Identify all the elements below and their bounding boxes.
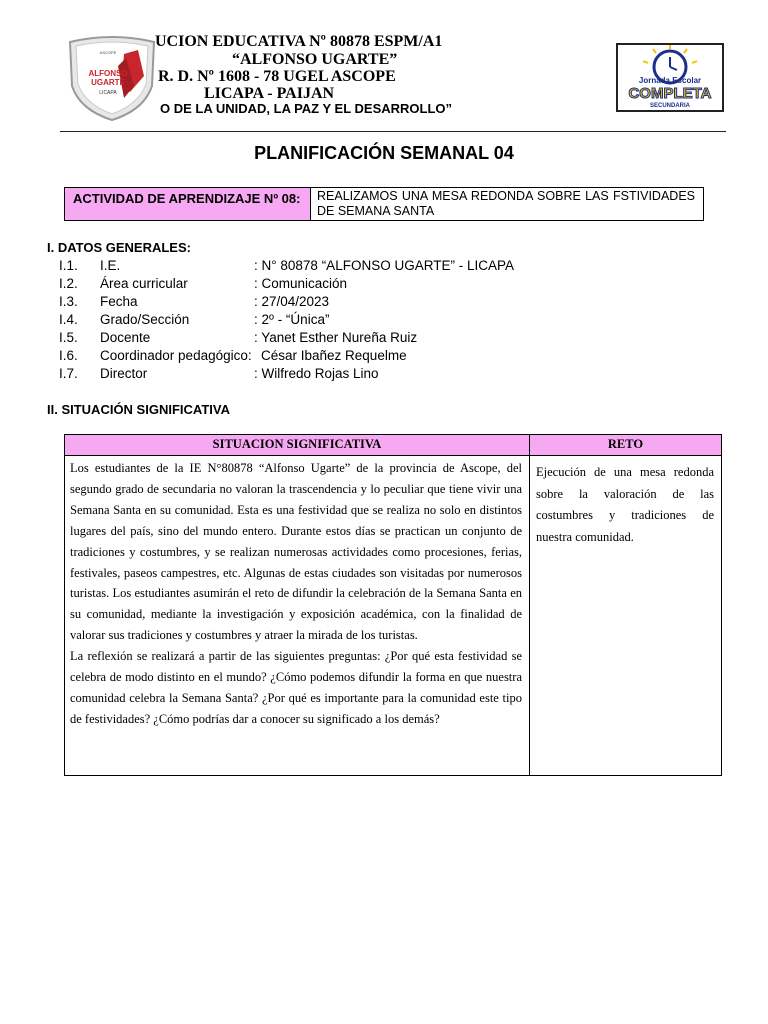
datos-row-label: I.E. [100, 258, 121, 273]
svg-text:SECUNDARIA: SECUNDARIA [649, 103, 691, 109]
svg-text:UGARTE: UGARTE [91, 78, 125, 87]
page-title: PLANIFICACIÓN SEMANAL 04 [254, 143, 514, 163]
header-divider [60, 131, 726, 132]
datos-row-value: César Ibañez Requelme [261, 348, 407, 363]
header-location: LICAPA - PAIJAN [204, 85, 335, 102]
table-header-situacion: SITUACION SIGNIFICATIVA [65, 435, 529, 455]
reto-cell: Ejecución de una mesa redonda sobre la valoración de las costumbres y tradiciones de nuestra comunidad. [536, 465, 714, 544]
datos-row-label: Área curricular [100, 276, 188, 291]
activity-value: REALIZAMOS UNA MESA REDONDA SOBRE LAS FSTIVIDADES DE SEMANA SANTA [317, 189, 695, 218]
header-institution: UCION EDUCATIVA Nº 80878 ESPM/A1 [155, 33, 443, 50]
datos-row-label: Fecha [100, 294, 138, 309]
table-header-reto: RETO [530, 435, 721, 455]
svg-text:LICAPA: LICAPA [99, 90, 117, 96]
datos-row-label: Director [100, 366, 148, 381]
jornada-escolar-logo [616, 43, 724, 112]
svg-text:ALFONSO: ALFONSO [88, 69, 128, 78]
reflexion-paragraph: La reflexión se realizará a partir de las siguientes preguntas: ¿Por qué esta festividad se celebra de modo distinto en el mundo? ¿Cómo podemos difundir la forma en que nuestra comunidad celebra la Semana Santa? ¿Por qué es importante para la comunidad este tipo de festividades? ¿Cómo podrías dar a conocer su significado a los demás? [70, 649, 522, 726]
datos-row-value: : 2º - “Única” [254, 312, 330, 327]
header-resolution: R. D. Nº 1608 - 78 UGEL ASCOPE [158, 68, 396, 85]
table-header-divider [64, 455, 722, 456]
datos-row-number: I.7. [59, 366, 78, 381]
datos-row-label: Coordinador pedagógico: [100, 348, 252, 363]
datos-row-number: I.5. [59, 330, 78, 345]
header-school-name: “ALFONSO UGARTE” [232, 51, 398, 68]
datos-row-value: : N° 80878 “ALFONSO UGARTE” - LICAPA [254, 258, 514, 273]
datos-row-label: Docente [100, 330, 151, 345]
header-motto: O DE LA UNIDAD, LA PAZ Y EL DESARROLLO” [160, 101, 453, 116]
table-column-divider [529, 434, 530, 776]
section-heading-datos-generales: I. DATOS GENERALES: [47, 240, 191, 255]
school-logo [64, 36, 160, 122]
datos-row-value: : Wilfredo Rojas Lino [254, 366, 379, 381]
datos-row-number: I.2. [59, 276, 78, 291]
section-heading-situacion: II. SITUACIÓN SIGNIFICATIVA [47, 402, 230, 417]
datos-row-label: Grado/Sección [100, 312, 190, 327]
svg-text:COMPLETA: COMPLETA [628, 85, 712, 102]
datos-row-number: I.6. [59, 348, 78, 363]
activity-box [64, 187, 704, 221]
datos-row-number: I.4. [59, 312, 78, 327]
datos-row-number: I.3. [59, 294, 78, 309]
svg-text:Jornada Escolar: Jornada Escolar [638, 76, 702, 85]
activity-label: ACTIVIDAD DE APRENDIZAJE Nº 08: [65, 188, 311, 220]
datos-row-number: I.1. [59, 258, 78, 273]
situacion-paragraph: Los estudiantes de la IE N°80878 “Alfonso Ugarte” de la provincia de Ascope, del segundo grado de secundaria no valoran la trascendencia y lo peculiar que tiene vivir una Semana Santa en su comunidad. Esta es una festividad que se realiza no solo en distintos lugares del país, sino del mundo entero. Durante estos días se practican un conjunto de tradiciones y costumbres, y se realizan numerosas actividades como procesiones, ferias, festivales, paseos campestres, etc. Algunas de estas ciudades son visitadas por numerosos turistas. Los estudiantes asumirán el reto de difundir la celebración de la Semana Santa en su comunidad, mediante la investigación y exposición académica, con la finalidad de valorar sus tradiciones y costumbres y atraer la mirada de los turistas. [70, 461, 522, 643]
datos-row-value: : 27/04/2023 [254, 294, 330, 309]
svg-text:ASCOPE: ASCOPE [99, 50, 117, 55]
datos-row-value: : Yanet Esther Nureña Ruiz [254, 330, 418, 345]
datos-row-value: : Comunicación [254, 276, 348, 291]
situacion-cell [70, 458, 522, 730]
